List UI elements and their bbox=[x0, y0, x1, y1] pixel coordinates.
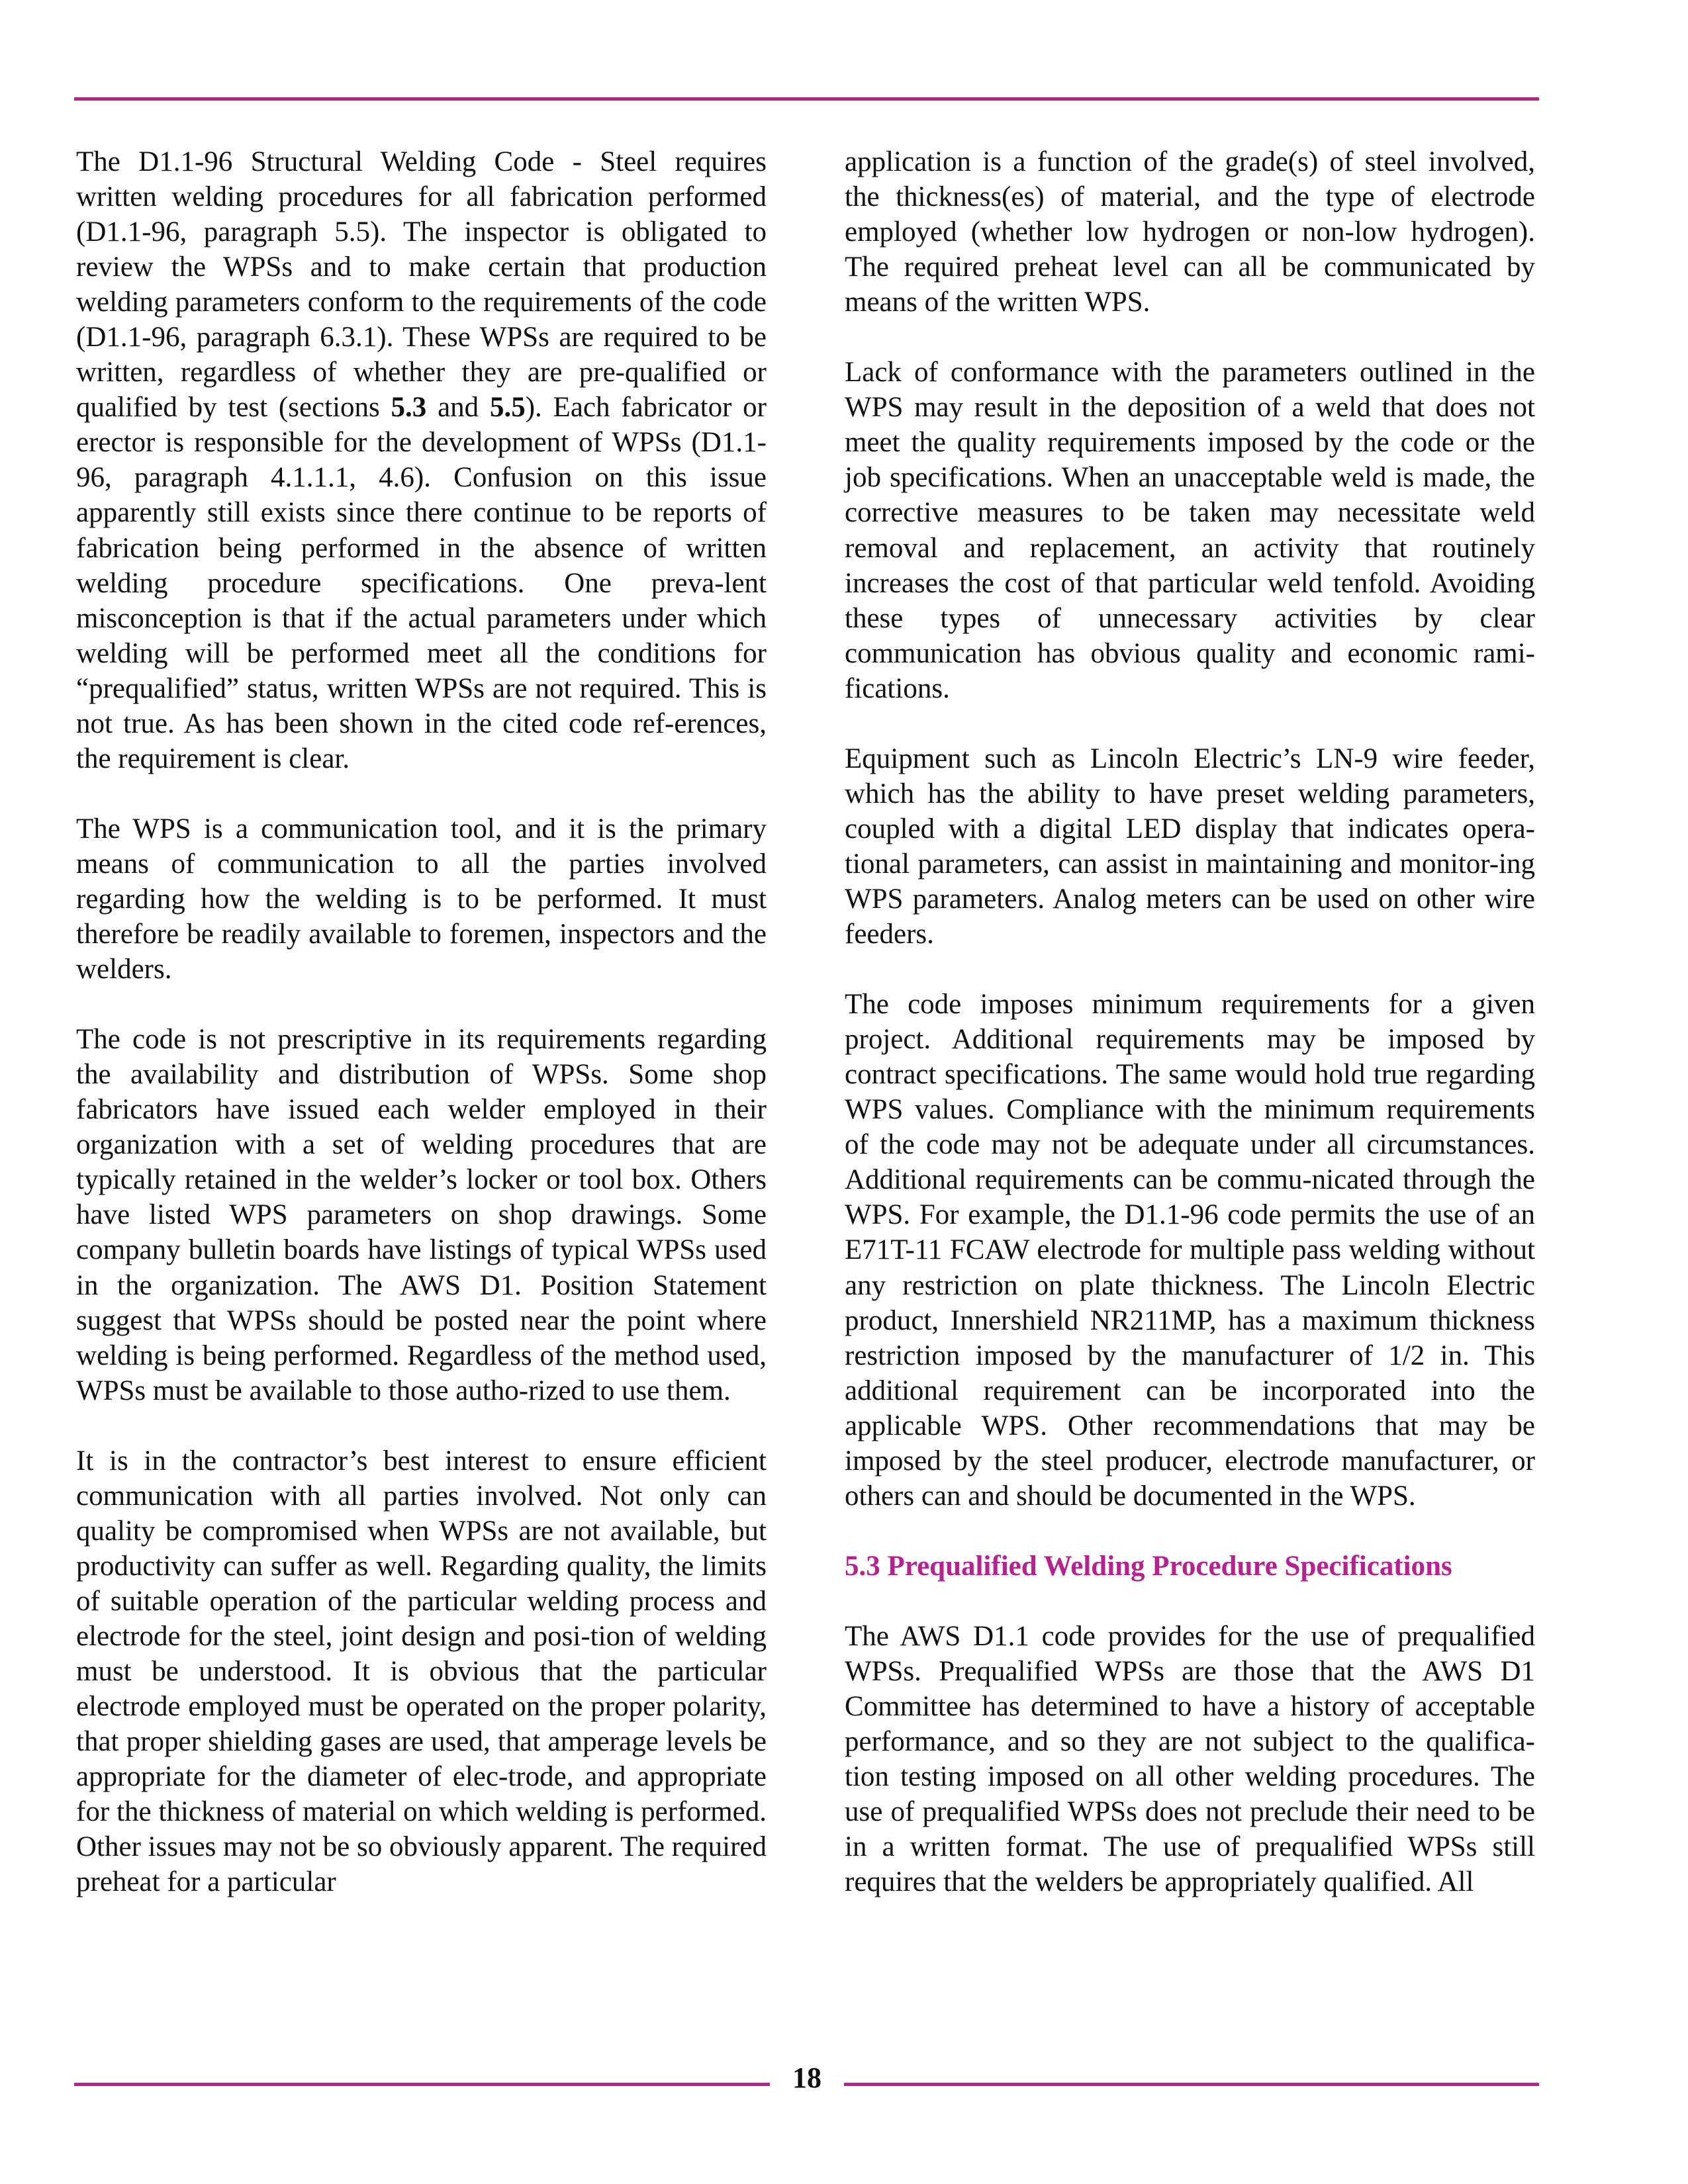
header-rule bbox=[74, 97, 1539, 101]
paragraph-prequalified-wps: The AWS D1.1 code provides for the use of prequalified WPSs. Prequalified WPSs are those that the AWS D1 Committee has determined to have a history of acceptable performance, and so they are not subject to the qualifica-tion testing imposed on all other welding procedures. The use of prequalified WPSs does not preclude their need to be in a written format. The use of prequalified WPSs still requires that the welders be appropriately qualified. All bbox=[845, 1620, 1535, 1898]
paragraph-equipment: Equipment such as Lincoln Electric’s LN-9 wire feeder, which has the ability to have preset welding parameters, coupled with a digital LED display that indicates opera-tional parameters, can assist in maintaining and monitor-ing WPS parameters. Analog meters can be used on other wire feeders. bbox=[845, 743, 1535, 950]
paragraph-communication-tool: The WPS is a communication tool, and it is the primary means of communication to all the parties involved regarding how the welding is to be performed. It must therefore be readily available to foremen, inspectors and the welders. bbox=[76, 813, 767, 985]
paragraph-wps-requirement bbox=[76, 144, 767, 776]
paragraph-contractor-interest: It is in the contractor’s best interest to ensure efficient communication with all parties involved. Not only can quality be compromised when WPSs are not available, but productivity can suffer as well. Regarding quality, the limits of suitable operation of the particular welding process and electrode for the steel, joint design and posi-tion of welding must be understood. It is obvious that the particular electrode employed must be operated on the proper polarity, that proper shielding gases are used, that amperage levels be appropriate for the diameter of elec-trode, and appropriate for the thickness of material on which welding is performed. Other issues may not be so obviously apparent. The required preheat for a particular bbox=[76, 1445, 767, 1898]
paragraph-preheat: application is a function of the grade(s) of steel involved, the thickness(es) of material, and the type of electrode employed (whether low hydrogen or non-low hydrogen). The required preheat level can all be communicated by means of the written WPS. bbox=[845, 146, 1535, 318]
right-column bbox=[845, 144, 1535, 1934]
paragraph-text: ). Each fabricator or erector is responsible for the development of WPSs (D1.1-96, paragraph 4.1.1.1, 4.6). Confusion on this issue apparently still exists since there continue to be reports of fabrication being performed in the absence of written welding procedure specifications. One preva-lent misconception is that if the actual parameters under which welding will be performed meet all the conditions for “prequalified” status, written WPSs are not required. This is not true. As has been shown in the cited code ref-erences, the requirement is clear. bbox=[76, 392, 767, 774]
paragraph-minimum-requirements: The code imposes minimum requirements for a given project. Additional requirements may be imposed by contract specifications. The same would hold true regarding WPS values. Compliance with the minimum requirements of the code may not be adequate under all circumstances. Additional requirements can be commu-nicated through the WPS. For example, the D1.1-96 code permits the use of an E71T-11 FCAW electrode for multiple pass welding without any restriction on plate thickness. The Lincoln Electric product, Innershield NR211MP, has a maximum thickness restriction imposed by the manufacturer of 1/2 in. This additional requirement can be incorporated into the applicable WPS. Other recommendations that may be imposed by the steel producer, electrode manufacturer, or others can and should be documented in the WPS. bbox=[845, 989, 1535, 1512]
section-ref-5-3: 5.3 bbox=[391, 392, 427, 424]
paragraph-text: The D1.1-96 Structural Welding Code - Steel requires written welding procedures for all fabrication performed (D1.1-96, paragraph 5.5). The inspector is obligated to review the WPSs and to make certain that production welding parameters conform to the requirements of the code (D1.1-96, paragraph 6.3.1). These WPSs are required to be written, regardless of whether they are pre-qualified or qualified by test (sections bbox=[76, 146, 767, 424]
footer-rule-left bbox=[74, 2083, 770, 2086]
paragraph-lack-of-conformance: Lack of conformance with the parameters outlined in the WPS may result in the deposition of a weld that does not meet the quality requirements imposed by the code or the job specifications. When an unacceptable weld is made, the corrective measures to be taken may necessitate weld removal and replacement, an activity that routinely increases the cost of that particular weld tenfold. Avoiding these types of unnecessary activities by clear communication has obvious quality and economic rami-fications. bbox=[845, 357, 1535, 704]
page-number: 18 bbox=[792, 2062, 821, 2094]
paragraph-availability: The code is not prescriptive in its requirements regarding the availability and distribution of WPSs. Some shop fabricators have issued each welder employed in their organization with a set of welding procedures that are typically retained in the welder’s locker or tool box. Others have listed WPS parameters on shop drawings. Some company bulletin boards have listings of typical WPSs used in the organization. The AWS D1. Position Statement suggest that WPSs should be posted near the point where welding is being performed. Regardless of the method used, WPSs must be available to those autho-rized to use them. bbox=[76, 1024, 767, 1406]
footer-rule-right bbox=[844, 2083, 1539, 2086]
left-column bbox=[76, 144, 767, 1934]
section-heading: 5.3 Prequalified Welding Procedure Specifications bbox=[845, 1550, 1452, 1582]
section-ref-5-5: 5.5 bbox=[489, 392, 526, 424]
paragraph-text: and bbox=[426, 392, 490, 424]
